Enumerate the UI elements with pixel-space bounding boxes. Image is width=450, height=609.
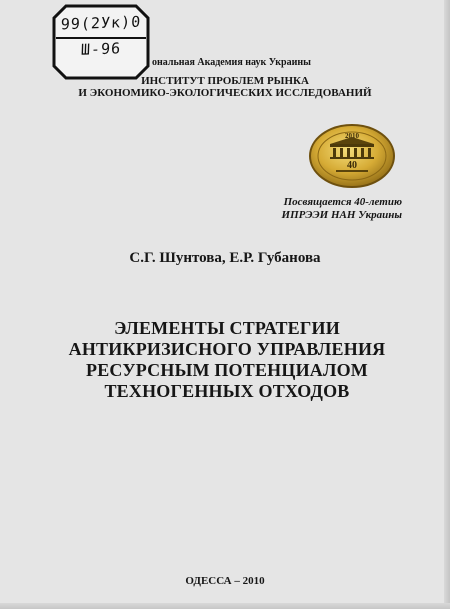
book-title-line-4: ТЕХНОГЕННЫХ ОТХОДОВ (104, 381, 350, 401)
page-edge-shadow (444, 0, 450, 609)
page-edge-shadow-bottom (0, 603, 450, 609)
seal-year: 2010 (345, 132, 359, 140)
stamp-classification: 99(2Ук)0 (60, 12, 142, 34)
library-stamp (52, 4, 150, 80)
institute-name-line-2: И ЭКОНОМИКО-ЭКОЛОГИЧЕСКИХ ИССЛЕДОВАНИЙ (78, 87, 372, 99)
book-title-line-2: АНТИКРИЗИСНОГО УПРАВЛЕНИЯ (68, 339, 386, 359)
dedication-line-1: Посвящается 40-летию (283, 196, 402, 208)
institute-name-line-1: ИНСТИТУТ ПРОБЛЕМ РЫНКА (141, 75, 309, 87)
stamp-shelf-mark: Ш-96 (80, 39, 122, 59)
authors: С.Г. Шунтова, Е.Р. Губанова (129, 250, 321, 266)
seal-anniversary-number: 40 (347, 160, 357, 171)
book-title-line-3: РЕСУРСНЫМ ПОТЕНЦИАЛОМ (86, 360, 368, 380)
dedication-line-2: ИПРЭЭИ НАН Украины (281, 209, 402, 221)
book-title-line-1: ЭЛЕМЕНТЫ СТРАТЕГИИ (114, 318, 340, 338)
academy-name: ональная Академия наук Украины (152, 57, 311, 68)
anniversary-seal (308, 123, 396, 189)
imprint-city-year: ОДЕССА – 2010 (185, 575, 265, 587)
